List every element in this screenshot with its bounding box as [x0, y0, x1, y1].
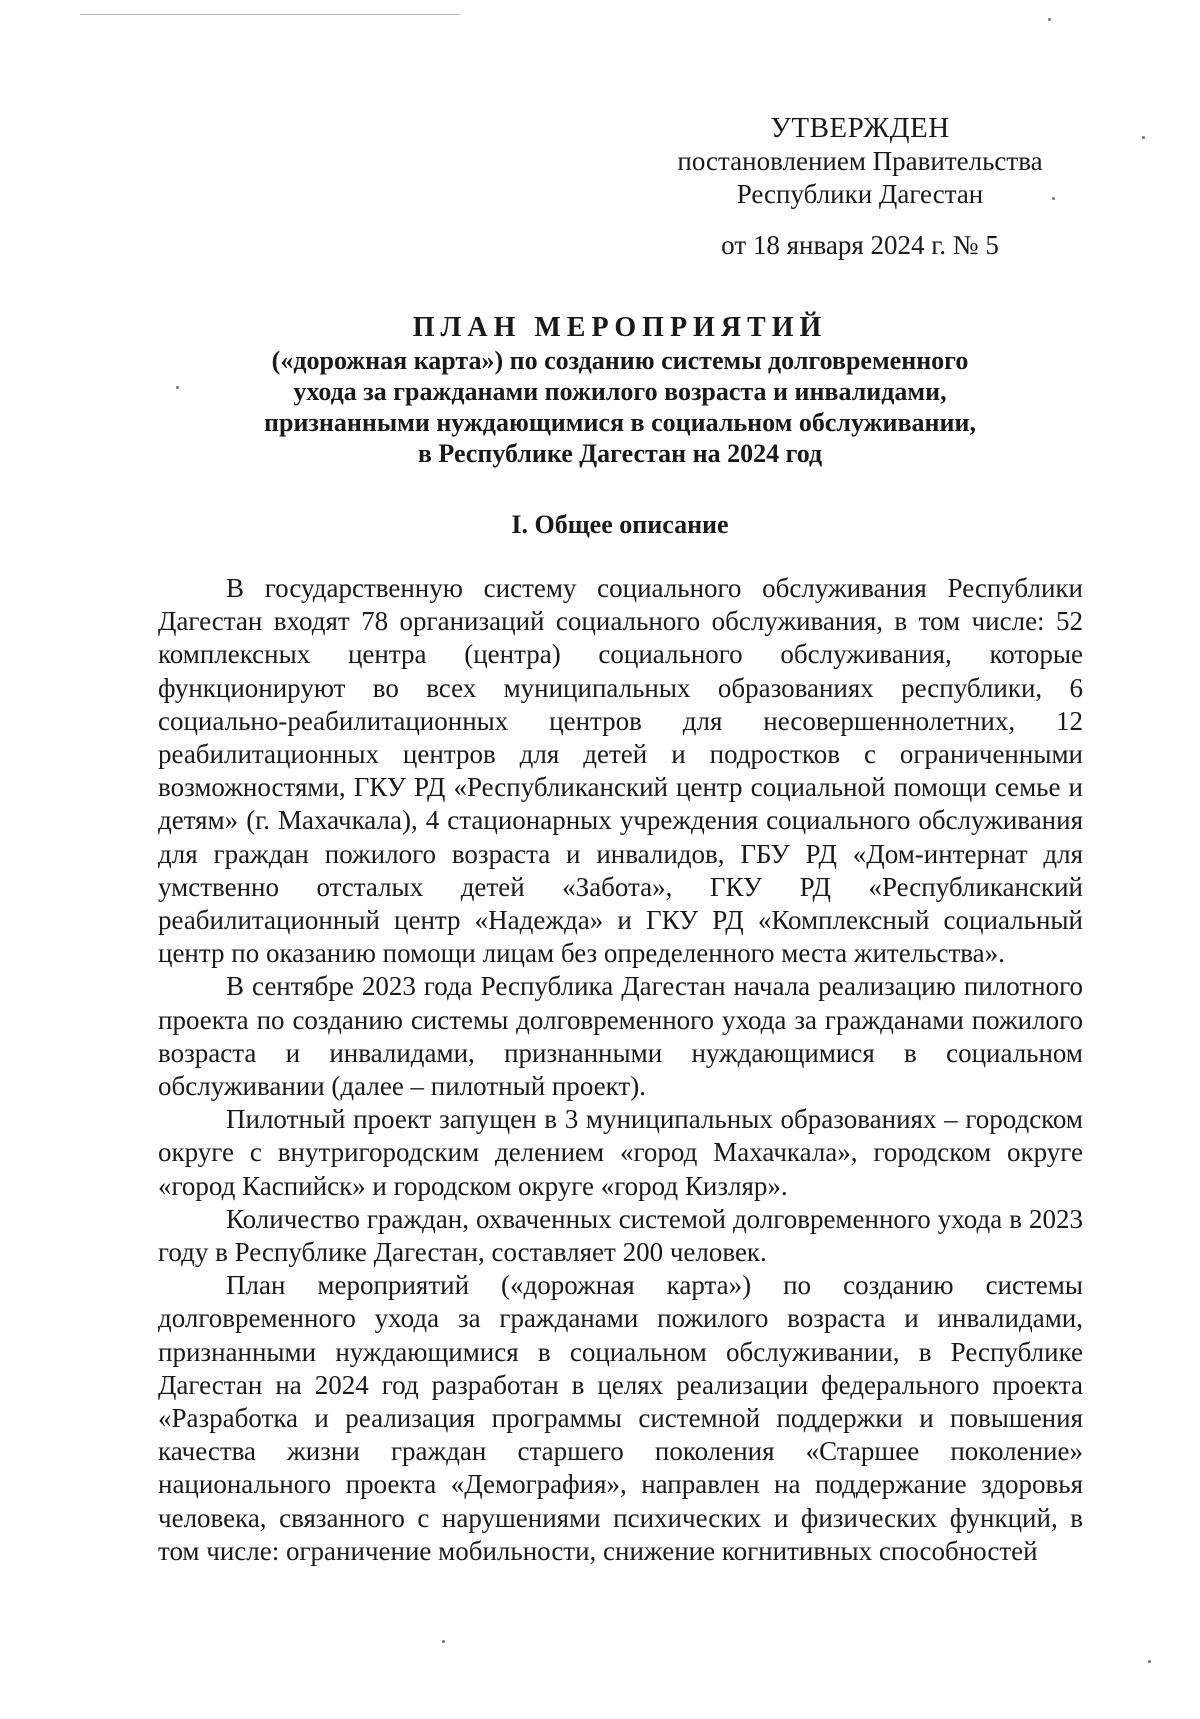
paragraph: В государственную систему социального обслуживания Республики Дагестан входят 78 организаций социального обслуживания, в том числе: 52 комплексных центра (центра) социального обслуживания, которые функционируют во всех муниципальных образованиях республики, 6 социально-реабилитационных центров для несовершеннолетних, 12 реабилитационных центров для детей и подростков с ограниченными возможностями, ГКУ РД «Республиканский центр социальной помощи семье и детям» (г. Махачкала), 4 стационарных учреждения социального обслуживания для граждан пожилого возраста и инвалидов, ГБУ РД «Дом-интернат для умственно отсталых детей «Забота», ГКУ РД «Республиканский реабилитационный центр «Надежда» и ГКУ РД «Комплексный социальный центр по оказанию помощи лицам без определенного места жительства».: [158, 573, 1083, 969]
approval-title: УТВЕРЖДЕН: [770, 112, 950, 144]
section-heading: I. Общее описание: [511, 510, 729, 539]
paragraph: Пилотный проект запущен в 3 муниципальных образованиях – городском округе с внутригородским делением «город Махачкала», городском округе «город Каспийск» и городском округе «город Кизляр».: [158, 1104, 1083, 1201]
title-line-3: признанными нуждающимися в социальном обслуживании,: [264, 408, 976, 437]
title-line-4: в Республике Дагестан на 2024 год: [417, 439, 823, 468]
approval-line-2: Республики Дагестан: [736, 179, 984, 209]
approval-line-1: постановлением Правительства: [677, 146, 1043, 176]
approval-stamp: [600, 112, 1120, 262]
approval-date: от 18 января 2024 г. № 5: [721, 230, 999, 260]
title-main: ПЛАН МЕРОПРИЯТИЙ: [412, 312, 828, 343]
scan-speck: [1142, 136, 1145, 139]
body-text: [158, 572, 1083, 1568]
scan-edge-line: [80, 14, 460, 15]
document-title: [155, 312, 1085, 469]
scan-speck: [1052, 197, 1055, 200]
title-line-1: («дорожная карта») по созданию системы долговременного: [271, 346, 969, 375]
title-line-2: ухода за гражданами пожилого возраста и инвалидами,: [293, 377, 947, 406]
paragraph: В сентябре 2023 года Республика Дагестан начала реализацию пилотного проекта по созданию системы долговременного ухода за гражданами пожилого возраста и инвалидами, признанными нуждающимися в социальном обслуживании (далее – пилотный проект).: [158, 971, 1083, 1102]
scan-speck: [1148, 1660, 1151, 1663]
scan-speck: [176, 386, 179, 389]
paragraph: План мероприятий («дорожная карта») по созданию системы долговременного ухода за гражданами пожилого возраста и инвалидами, признанными нуждающимися в социальном обслуживании, в Республике Дагестан на 2024 год разработан в целях реализации федерального проекта «Разработка и реализация программы системной поддержки и повышения качества жизни граждан старшего поколения «Старшее поколение» национального проекта «Демография», направлен на поддержание здоровья человека, связанного с нарушениями психических и физических функций, в том числе: ограничение мобильности, снижение когнитивных способностей: [158, 1270, 1083, 1566]
scan-speck: [1048, 18, 1051, 21]
paragraph: Количество граждан, охваченных системой долговременного ухода в 2023 году в Республике Дагестан, составляет 200 человек.: [158, 1203, 1083, 1268]
scan-speck: [442, 1640, 445, 1643]
